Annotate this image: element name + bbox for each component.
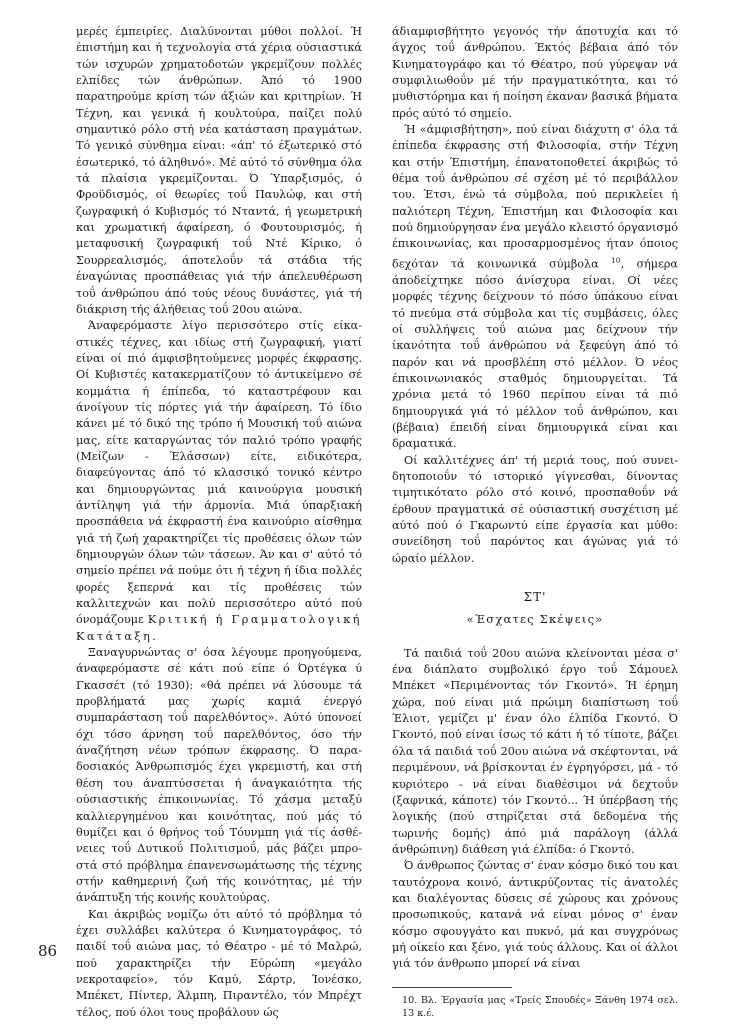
footnote-rule [392, 987, 512, 988]
paragraph: Ξαναγυρνώντας σ' όσα λέγουμε προηγούμενα, άναφερόμαστε σέ κάτι πού είπε ό Όρτέγκα ύ Γκασσέτ (τό 1930): «θά πρέπει νά λύσουμε τά προβλήματά μας χωρίς καμιά ένεργό συμπαράσταση τοΰ παρελθόντος». Αύτό ύπονοεί όχι τόσο άρνηση τοΰ παρελθόντος, όσο τήν άναζήτηση νέων τρόπων έκφρασης. Ό παραδοσιακός Άνθρωπισμός έχει γκρεμιστή, και στή θέση του άναπτύσσεται ή άναγκαιότητα τής ούσιαστικής έπικοινωνίας. Τό χάσμα μεταξύ καλλιεργημένου και κοινότητας, πού μάς τό θυμίζει και ό θρήνος τοΰ Τόυνμπη γιά τίς άσθένειες τοΰ Δυτικοΰ Πολιτισμοΰ, μάς βάζει μπροστά στό πρόβλημα έπανενσωμάτωσης τής τέχνης στήν καθημερινή ζωή τής κοινότητας, μέ τήν άνάπτυξη τής κοινής κουλτούρας. [76, 646, 362, 905]
paragraph: Και άκριβώς νομίζω ότι αύτό τό πρόβλημα τό έχει συλλάβει καλύτερα ό Κινηματογράφος, τό παιδί τοΰ αιώνα μας, τό Θέατρο - μέ τό Μαλρώ, πού χαρακτηρίζει τήν Εύρώπη «μεγάλο νεκροταφείο», τόν Καμύ, Σάρτρ, Ίονέσκο, Μπέκετ, Πίντερ, Άλμπη, Πιραντέλο, τόν Μπρέχτ τέλος, πού όλοι τους προβάλουν ώς [76, 907, 362, 1019]
paragraph-text: Άναφερόμαστε λίγο περισσότερο στίς είκαστικές τέχνες, και ιδίως στή ζωγραφική, γιατί είναι οί πιό άμφισβητούμενες μορφές έκφρασης. Οί Κυβιστές κατακερματίζουν τό άντικείμενο σέ κομμάτια ή έπίπεδα, τό καταστρέφουν και άνοίγουν τίς πόρτες γιά τήν άφαίρεση. Τό ίδιο κάνει μέ τό δικό της τρόπο ή Μουσική τοΰ αιώνα μας, είτε καταργώντας τόν παλιό τρόπο γραφής (Μείζων - Έλάσσων) είτε, ειδικότερα, διαφεύγοντας άπό τό κλασσικό τονικό κέντρο και δημιουργώντας μιά καινούργια μουσική άντίληψη γιά τήν άρμονία. Μιά ύπαρξιακή προσπάθεια νά έκφραστή ένα καινούριο αίσθημα γιά τή ζωή χαρακτηρίζει τίς προθέσεις όλων τών δημιουργών όλων τών τάσεων. Άν και σ' αύτό τό σημείο πρέπει νά πούμε ότι ή τέχνη ή ίδια πολλές φορές ξεπερνά και τίς προθέσεις τών καλλιτεχνών και πολύ περισσότερο αύτό πού όνομάζουμε [76, 319, 362, 627]
footnote: 10. Βλ. Έργασία μας «Τρείς Σπουδές» Ξάνθη 1974 σελ. 13 κ.έ. [402, 994, 678, 1019]
footnote-reference: 10 [611, 255, 621, 265]
page-number: 86 [38, 942, 58, 960]
section-number: ΣΤ' [523, 590, 547, 605]
left-column [76, 24, 362, 1021]
section-title: «Έσχατες Σκέψεις» [466, 612, 604, 627]
paragraph-text: Ή «άμφισβήτηση», πού είναι διάχυτη σ' όλα τά έπίπεδα έκφρασης στή Φιλοσοφία, στήν Τέχνη και στήν Έπιστήμη, έπανατοποθετεί άκριβώς τό θέμα τοΰ άνθρώπου σέ σχέση μέ τό περιβάλλον του. Έτσι, ένώ τά σύμβολα, πού περικλείει ή παλιότερη Τέχνη, Έπιστήμη και Φιλοσοφία και πού δημιούργησαν ένα μεγάλο κλειστό όργανισμό έπικοινωνίας, και προσαρμοσμένος ήταν όποιος δεχόταν τά κοινωνικά σύμβολα [392, 123, 678, 271]
spaced-phrase: Κριτική ή Γραμματολογική Κατάταξη. [76, 613, 362, 643]
paragraph: Οί καλλιτέχνες άπ' τή μεριά τους, πού συνειδητοποιοΰν τό ιστορικό γίγνεσθαι, δίνοντας τιμητικότατο ρόλο στό κοινό, προσπαθοΰν νά έρθουν πραγματικά σέ ούσιαστική συσχέτιση μέ αύτό πού ό Γκαρωντύ είπε έργασία και μύθο: συνείδηση τοΰ παρόντος και άγώνας γιά τό ώραίο μέλλον. [392, 453, 678, 565]
paragraph [392, 122, 678, 453]
paragraph: μερές έμπειρίες. Διαλύνονται μύθοι πολλοί. Ή έπιστήμη και ή τεχνολογία στά χέρια ούσιαστικά τών ισχυρών χρηματοδοτών γκρεμίζουν πολλές ελπίδες τών άνθρώπων. Άπό τό 1900 παρατηρούμε κρίση τών άξιών και κριτηρίων. Ή Τέχνη, και γενικά ή κουλτούρα, παίζει πολύ σημαντικό ρόλο στή νέα κατάσταση πραγμάτων. Τό γενικό σύνθημα είναι: «άπ' τό έξωτερικό στό έσωτερικό, τό άληθινό». Μέ αύτό τό σύνθημα όλα τά πλαίσια γκρεμίζονται. Ό Ύπαρξισμός, ό Φροϋδισμός, οί θεωρίες τοΰ Παυλώφ, και στή ζωγραφική ό Κυβισμός τό Νταντά, ή γεωμετρική και χρωματική άφαίρεση, ό Φουτουρισμός, ή μεταφυσική ζωγραφική τοΰ Ντέ Κίρικο, ό Σουρρεαλισμός, άποτελοΰν τά στάδια τής έναγώνιας προσπάθειας γιά τήν άπελευθέρωση τοΰ άνθρώπου άπό τούς νέους δυνάστες, γιά τή διάκριση τής άλήθειας τοΰ 20ου αιώνα. [76, 25, 362, 316]
paragraph [76, 318, 362, 645]
paragraph: Τά παιδιά τοΰ 20ου αιώνα κλείνονται μέσα σ' ένα διάπλατο συμβολικό έργο τοΰ Σάμουελ Μπέκετ «Περιμένοντας τόν Γκοντό». Ή έρημη χώρα, πού είναι μιά πρώιμη διαπίστωση τοΰ Έλιοτ, γεμίζει μ' έναν όλο έλπίδα Γκοντό. Ό Γκοντό, πού είναι ίσως τό κάτι ή τό τίποτε, βάζει όλα τά παιδιά τοΰ 20ου αιώνα νά σκέφτονται, νά περιμένουν, νά βρίσκονται έν έγρηγόρσει, μά - τό κυριότερο - νά είναι διαθέσιμοι νά δεχτοΰν (ξαφνικά, κάποτε) τόν Γκοντό... Ή ύπέρβαση τής λογικής (πού στηρίζεται στά δεδομένα τής τωρινής δομής) άπό μιά παράλογη (άλλά άνθρώπινη) διάθεση γιά έλπίδα: ό Γκοντό. [392, 646, 678, 856]
paragraph: Ό άνθρωπος ζώντας σ' έναν κόσμο δικό του και ταυτόχρονα κοινό, άντικρύζοντας τίς άνατολές και διαλέγοντας δύσεις σέ χώρους και χρόνους προσωπικούς, κατανά νά είναι μόνος σ' έναν κόσμο σφουγγάτο και πυκνό, μά και συγχρόνως μή οίκείο και ξένο, γιά τούς άλλους. Και οί άλλοι γιά τόν άνθρωπο μπορεί νά είναι [392, 859, 678, 971]
paragraph: άδιαμφισβήτητο γεγονός τήν άποτυχία και τό άγχος τοΰ άνθρώπου. Έκτός βέβαια άπό τόν Κινηματογράφο και τό Θέατρο, πού γύρεψαν νά συμφιλιωθοΰν μέ τήν πραγματικότητα, και τό μυθιστόρημα και ή ποίηση έκαναν βασικά βήματα πρός αύτό τό σημείο. [392, 25, 678, 120]
right-column [392, 24, 678, 1020]
paragraph-text: , σήμερα άποδείχτηκε πόσο άνίσχυρα είναι. Οί νέες μορφές τέχνης δείχνουν τό πόσο ύπάκουο είναι τό πνεύμα στά σύμβολα και τίς συμβάσεις, όλες οί συλλήψεις τοΰ αιώνα μας δείχνουν τήν ίκανότητα τοΰ άνθρώπου νά ξεφεύγη άπό τό παρόν και νά προσβλέπη στό μέλλον. Ό νέος έπικοινωνιακός σταθμός δημιουργείται. Τά χρόνια μετά τό 1960 περίπου είναι τά πιό δημιουργικά γιά τό μέλλον τοΰ άνθρώπου, και (βέβαια) έπειδή είναι δημιουργικά είναι και δραματικά. [392, 257, 678, 451]
